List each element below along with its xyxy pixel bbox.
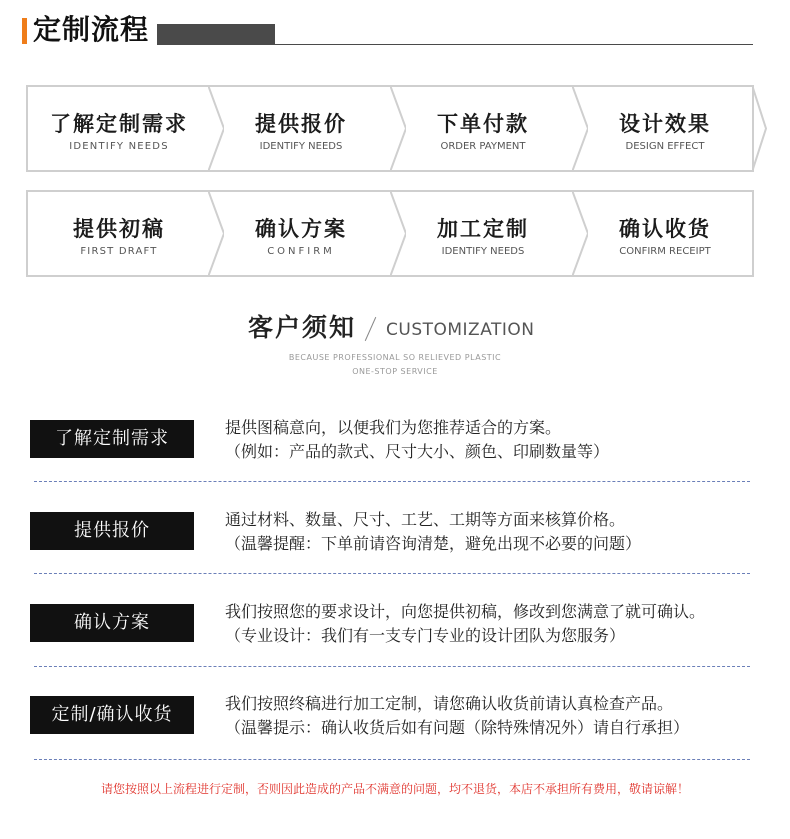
dashed-divider (34, 573, 750, 574)
step-title: 确认收货 (619, 217, 711, 241)
step-title: 设计效果 (619, 112, 711, 136)
header-dark-bar (157, 24, 275, 44)
item-note: （例如：产品的款式、尺寸大小、颜色、印刷数量等） (225, 442, 610, 461)
notice-title-en: CUSTOMIZATION (386, 320, 535, 340)
item-description: 我们按照终稿进行加工定制，请您确认收货前请认真检查产品。 (225, 694, 674, 713)
item-label-confirm-receipt: 定制/确认收货 (30, 696, 194, 734)
item-label-confirm-plan: 确认方案 (30, 604, 194, 642)
step-subtitle: CONFIRM RECEIPT (619, 246, 711, 257)
step-subtitle: IDENTIFY NEEDS (69, 141, 169, 152)
item-label-identify-needs: 了解定制需求 (30, 420, 194, 458)
step-design-effect (574, 87, 756, 170)
chevron-right-icon (752, 85, 768, 172)
step-confirm-plan (210, 192, 392, 275)
step-title: 提供报价 (255, 112, 347, 136)
step-subtitle: IDENTIFY NEEDS (259, 141, 343, 152)
step-first-draft (28, 192, 210, 275)
notice-tagline: BECAUSE PROFESSIONAL SO RELIEVED PLASTIC (288, 353, 502, 362)
step-quote (210, 87, 392, 170)
step-subtitle: DESIGN EFFECT (625, 141, 705, 152)
item-note: （温馨提醒：下单前请咨询清楚，避免出现不必要的问题） (225, 534, 642, 553)
step-title: 了解定制需求 (50, 112, 188, 136)
process-steps-row-1 (26, 85, 754, 172)
step-title: 加工定制 (437, 217, 529, 241)
item-description: 我们按照您的要求设计，向您提供初稿，修改到您满意了就可确认。 (225, 602, 706, 621)
step-subtitle: IDENTIFY NEEDS (441, 246, 525, 257)
item-description: 通过材料、数量、尺寸、工艺、工期等方面来核算价格。 (225, 510, 626, 529)
notice-title: 客户须知 (248, 313, 357, 342)
step-confirm-receipt (574, 192, 756, 275)
item-label-quote: 提供报价 (30, 512, 194, 550)
notice-tagline: ONE-STOP SERVICE (352, 367, 438, 376)
header-rule (157, 44, 753, 45)
process-steps-row-2 (26, 190, 754, 277)
step-identify-needs (28, 87, 210, 170)
disclaimer-text: 请您按照以上流程进行定制，否则因此造成的产品不满意的问题，均不退货，本店不承担所有费用，敬请谅解！ (100, 782, 689, 796)
item-description: 提供图稿意向，以便我们为您推荐适合的方案。 (225, 418, 562, 437)
item-note: （温馨提示：确认收货后如有问题（除特殊情况外）请自行承担） (225, 718, 690, 737)
step-order-payment (392, 87, 574, 170)
title-slash-divider (365, 317, 376, 341)
dashed-divider (34, 666, 750, 667)
section-title: 定制流程 (33, 13, 150, 46)
header-accent-bar (22, 18, 27, 44)
step-title: 提供初稿 (73, 217, 165, 241)
item-note: （专业设计：我们有一支专门专业的设计团队为您服务） (225, 626, 626, 645)
step-processing (392, 192, 574, 275)
step-title: 下单付款 (437, 112, 529, 136)
step-subtitle: FIRST DRAFT (80, 246, 158, 257)
step-subtitle: ORDER PAYMENT (440, 141, 526, 152)
step-title: 确认方案 (255, 217, 347, 241)
step-subtitle: CONFIRM (267, 246, 335, 257)
dashed-divider (34, 759, 750, 760)
dashed-divider (34, 481, 750, 482)
